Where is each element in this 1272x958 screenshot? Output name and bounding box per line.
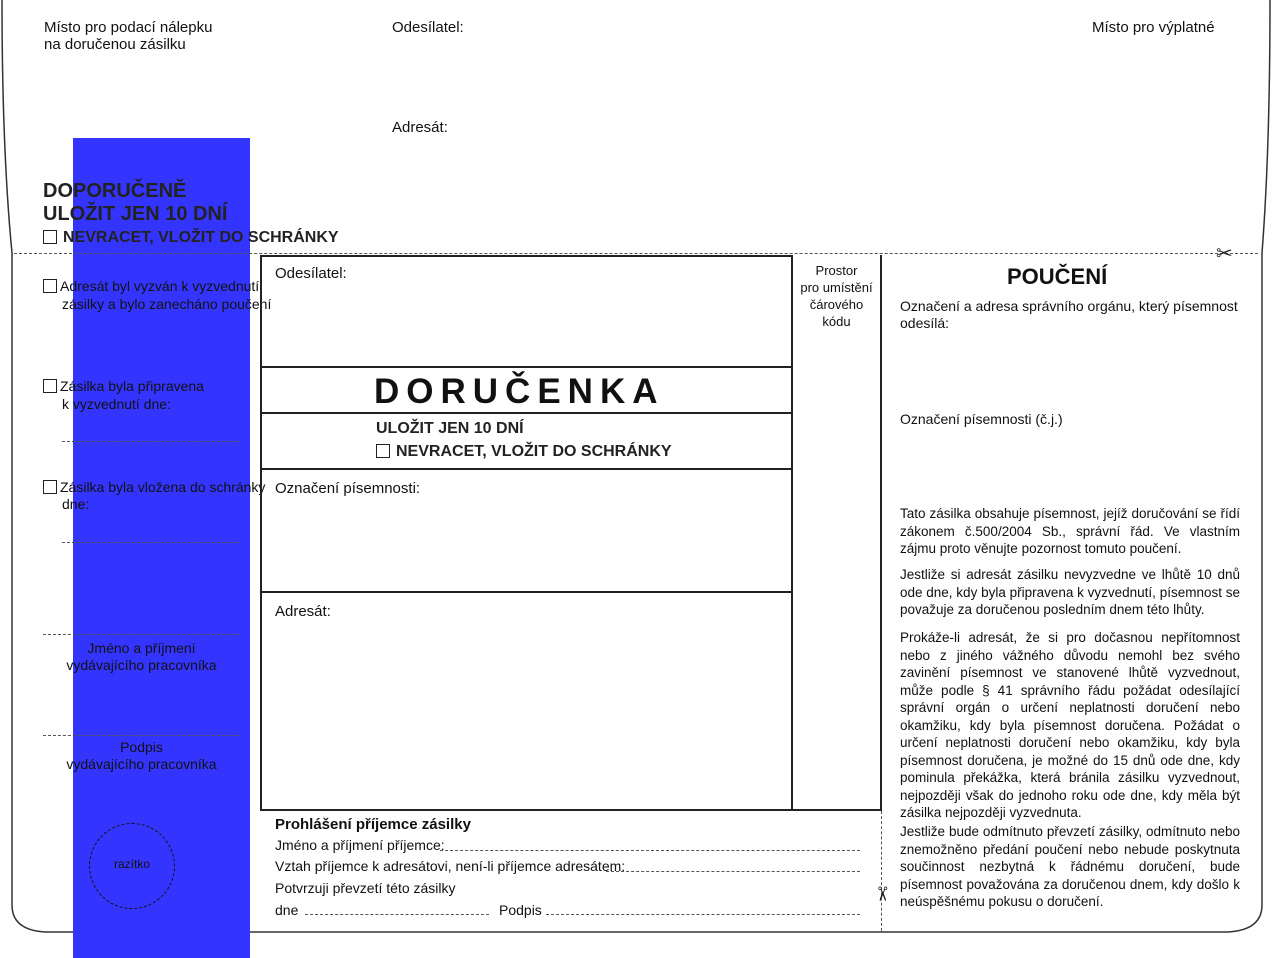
prepared-option xyxy=(43,378,204,395)
deposited-checkbox[interactable] xyxy=(43,480,57,494)
barcode-caption xyxy=(793,262,880,330)
card-divider-4 xyxy=(260,591,792,593)
registered-title: DOPORUČENĚ xyxy=(43,180,187,202)
called-checkbox[interactable] xyxy=(43,279,57,293)
instructions-authority: Označení a adresa správního orgánu, který písemnost odesílá: xyxy=(900,298,1238,331)
worker-signature-line[interactable] xyxy=(43,735,240,736)
barcode-area-border xyxy=(791,255,793,811)
prepared-checkbox[interactable] xyxy=(43,379,57,393)
called-option xyxy=(43,278,259,295)
declaration-date-line[interactable] xyxy=(305,914,489,915)
label-place-line-2: na doručenou zásilku xyxy=(44,36,186,53)
envelope-addressee-label: Adresát: xyxy=(392,119,448,136)
declaration-signature-line[interactable] xyxy=(546,914,860,915)
barcode-line-2: pro umístění xyxy=(800,280,873,295)
no-return-option xyxy=(43,229,339,247)
called-line-2: zásilky a bylo zanecháno poučení xyxy=(62,296,272,312)
card-divider-3 xyxy=(260,468,792,470)
card-bottom-extend xyxy=(260,809,882,811)
no-return-checkbox[interactable] xyxy=(43,230,57,244)
barcode-line-4: kódu xyxy=(822,314,851,329)
prepared-line-1: Zásilka byla připravena xyxy=(60,378,204,394)
deposited-line-1: Zásilka byla vložena do schránky xyxy=(60,479,266,495)
card-store-text: ULOŽIT JEN 10 DNÍ xyxy=(376,420,524,437)
card-no-return-checkbox[interactable] xyxy=(376,444,390,458)
instructions-paragraph-4: Jestliže bude odmítnuto převzetí zásilky, odmítnuto nebo znemožněno předání poučení nebo nebude poskytnuta součinnost nezbytná k řádnému doručení, bude písemnost považována za doručenou dnem, kdy došlo k neúspěšnému pokusu o doručení. xyxy=(900,824,1240,909)
deposited-line-2: dne: xyxy=(62,496,90,512)
perforation-line-top xyxy=(14,253,1258,254)
declaration-name-label: Jméno a příjmení příjemce: xyxy=(275,837,445,853)
worker-name-caption xyxy=(43,640,240,674)
card-title: DORUČENKA xyxy=(374,372,665,411)
declaration-confirm-text: Potvrzuji převzetí této zásilky xyxy=(275,880,456,896)
envelope-sender-label: Odesílatel: xyxy=(392,19,464,36)
prepared-date-line[interactable] xyxy=(62,441,240,442)
card-addressee-label: Adresát: xyxy=(275,603,331,620)
label-place-text xyxy=(44,19,212,53)
declaration-date-label: dne xyxy=(275,902,299,918)
prepared-line-2: k vyzvednutí dne: xyxy=(62,396,171,412)
worker-name-line-1: Jméno a příjmení xyxy=(87,640,196,656)
barcode-line-1: Prostor xyxy=(815,263,858,278)
card-outer-box xyxy=(260,255,793,811)
deposited-option xyxy=(43,479,265,496)
worker-signature-caption xyxy=(43,739,240,773)
card-doc-label: Označení písemnosti: xyxy=(275,480,421,497)
scissors-icon-top: ✂ xyxy=(1216,243,1233,265)
worker-name-line[interactable] xyxy=(43,634,240,635)
called-line-1: Adresát byl vyzván k vyzvednutí xyxy=(60,278,260,294)
declaration-signature-label: Podpis xyxy=(499,902,542,918)
card-no-return-label: NEVRACET, VLOŽIT DO SCHRÁNKY xyxy=(396,443,672,460)
no-return-label: NEVRACET, VLOŽIT DO SCHRÁNKY xyxy=(63,229,339,246)
instructions-doc-ref: Označení písemnosti (č.j.) xyxy=(900,411,1063,427)
store-title: ULOŽIT JEN 10 DNÍ xyxy=(43,203,228,225)
worker-signature-line-2: vydávajícího pracovníka xyxy=(66,756,217,772)
declaration-relation-label: Vztah příjemce k adresátovi, není-li příjemce adresátem: xyxy=(275,858,626,874)
declaration-title: Prohlášení příjemce zásilky xyxy=(275,816,471,833)
instructions-paragraph-2: Jestliže si adresát zásilku nevyzvedne ve lhůtě 10 dnů ode dne, kdy byla připravena k vyzvednutí, písemnost se považuje za doručenou posledním dnem této lhůty. xyxy=(900,567,1240,617)
barcode-right-border xyxy=(880,255,882,811)
instructions-paragraph-3: Prokáže-li adresát, že si pro dočasnou nepřítomnost nebo z jiného vážného důvodu nemohl bez svého zavinění písemnost ve stanovené lhůtě vyzvednout, může podle § 41 správního řádu požádat odesílající správní orgán o určení neplatnosti doručení nebo okamžiku, kdy byla písemnost doručena. Požádat o určení neplatnosti doručení nebo okamžiku, kdy byla písemnost doručena, je možné do 15 dnů ode dne, kdy pominula překážka, která bránila zásilku vyzvednout, nejpozději však do jednoho roku ode dne, kdy měla být zásilka nejpozději vyzvednuta. xyxy=(900,630,1240,820)
stamp-label: razítko xyxy=(113,857,150,871)
deposited-date-line[interactable] xyxy=(62,542,240,543)
card-sender-label: Odesílatel: xyxy=(275,265,347,282)
postage-place-label: Místo pro výplatné xyxy=(1092,19,1215,36)
perforation-line-vertical xyxy=(881,811,882,931)
card-no-return-option xyxy=(376,442,672,461)
scissors-icon-vertical: ✂ xyxy=(870,885,893,903)
instructions-paragraph-1: Tato zásilka obsahuje písemnost, jejíž doručování se řídí zákonem č.500/2004 Sb., správní řád. Ve vlastním zájmu proto věnujte pozornost tomuto poučení. xyxy=(900,506,1240,556)
card-divider-1 xyxy=(260,366,792,368)
card-divider-2 xyxy=(260,412,792,414)
barcode-line-3: čárového xyxy=(809,297,864,312)
label-place-line-1: Místo pro podací nálepku xyxy=(44,19,213,36)
declaration-relation-line[interactable] xyxy=(606,871,860,872)
worker-signature-line-1: Podpis xyxy=(120,739,163,755)
declaration-name-line[interactable] xyxy=(440,850,860,851)
worker-name-line-2: vydávajícího pracovníka xyxy=(66,657,217,673)
instructions-title: POUČENÍ xyxy=(1007,264,1108,289)
